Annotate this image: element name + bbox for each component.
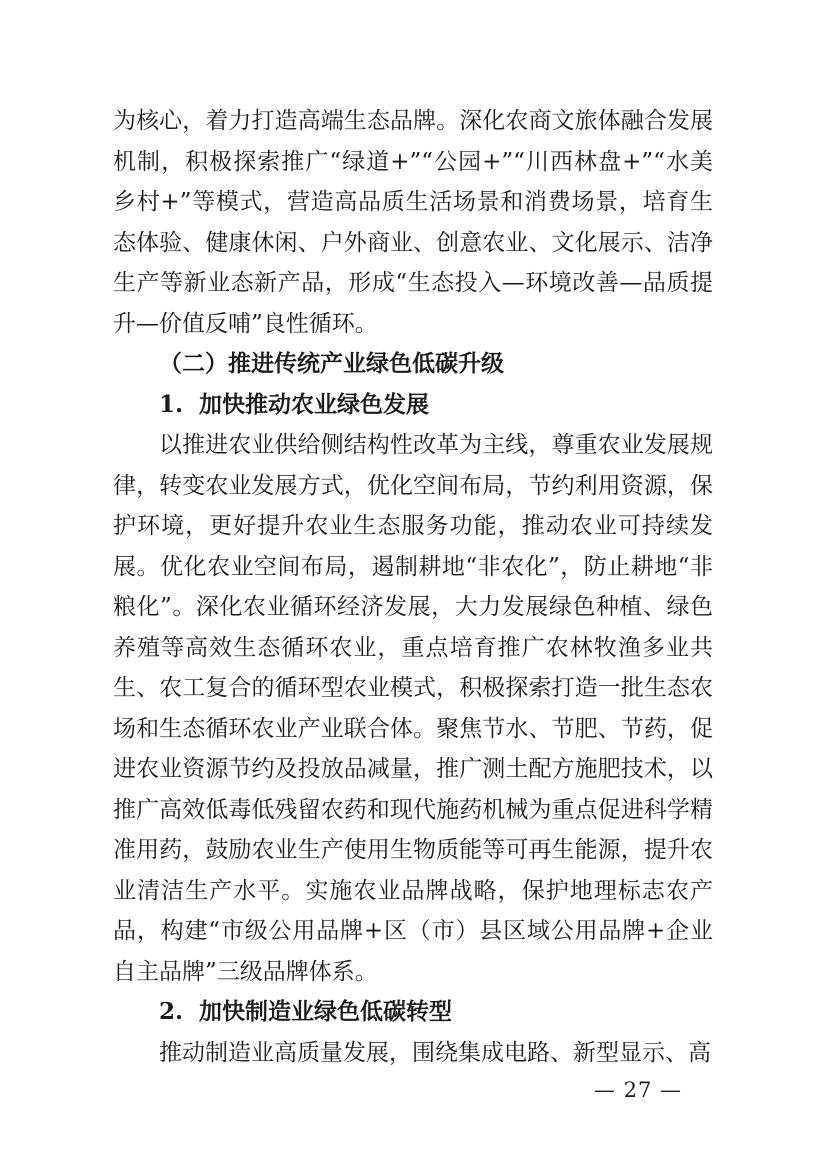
document-body (113, 101, 713, 1073)
paragraph: 2. 加快制造业绿色低碳转型 (159, 998, 453, 1025)
paragraph: （二）推进传统产业绿色低碳升级 (159, 350, 504, 377)
page-number: — 27 — (593, 1078, 682, 1102)
paragraph: 推动制造业高质量发展，围绕集成电路、新型显示、高 (159, 1039, 711, 1066)
paragraph: 为核心，着力打造高端生态品牌。深化农商文旅体融合发展机制，积极探索推广“绿道+”“公园+”“川西林盘+”“水美乡村+”等模式，营造高品质生活场景和消费场景，培育生态体验、健康休闲、户外商业、创意农业、文化展示、洁净生产等新业态新产品，形成“生态投入—环境改善—品质提升—价值反哺”良性循环。 (113, 108, 713, 337)
paragraph: 以推进农业供给侧结构性改革为主线，尊重农业发展规律，转变农业发展方式，优化空间布局，节约利用资源，保护环境，更好提升农业生态服务功能，推动农业可持续发展。优化农业空间布局，遏制耕地“非农化”，防止耕地“非粮化”。深化农业循环经济发展，大力发展绿色种植、绿色养殖等高效生态循环农业，重点培育推广农林牧渔多业共生、农工复合的循环型农业模式，积极探索打造一批生态农场和生态循环农业产业联合体。聚焦节水、节肥、节药，促进农业资源节约及投放品减量，推广测土配方施肥技术，以推广高效低毒低残留农药和现代施药机械为重点促进科学精准用药，鼓励农业生产使用生物质能等可再生能源，提升农业清洁生产水平。实施农业品牌战略，保护地理标志农产品，构建“市级公用品牌+区（市）县区域公用品牌+企业自主品牌”三级品牌体系。 (113, 432, 713, 985)
paragraph: 1. 加快推动农业绿色发展 (159, 390, 430, 418)
